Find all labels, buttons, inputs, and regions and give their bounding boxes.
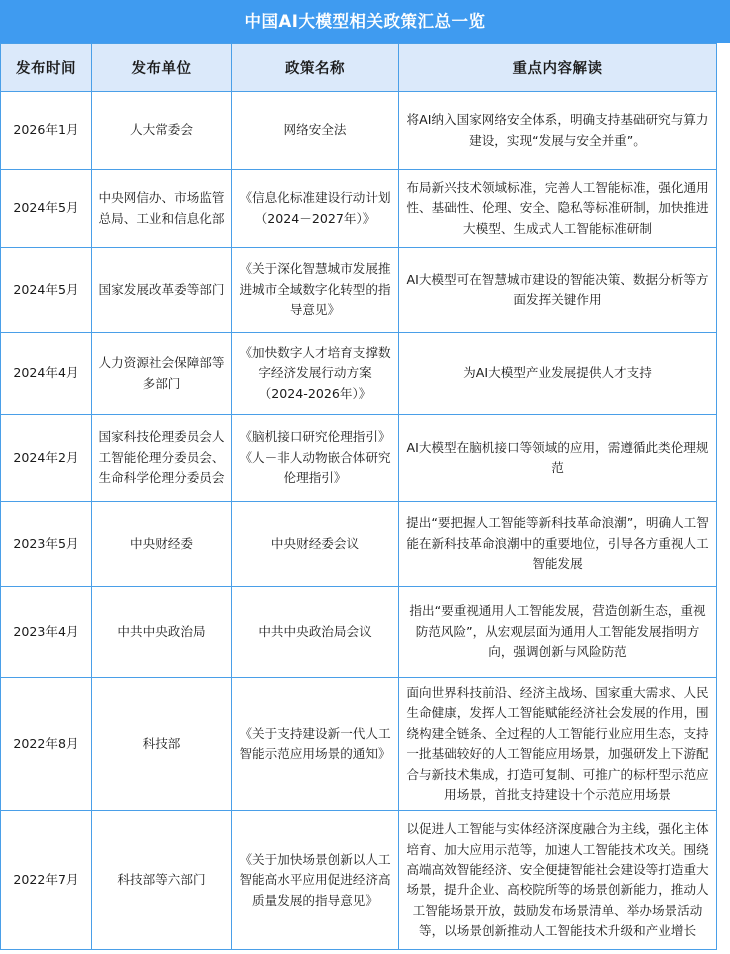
column-header-date: 发布时间 <box>1 44 92 92</box>
cell-desc: 指出“要重视通用人工智能发展，营造创新生态，重视防范风险”，从宏观层面为通用人工智能发展指明方向，强调创新与风险防范 <box>399 587 717 678</box>
cell-desc: 布局新兴技术领域标准，完善人工智能标准，强化通用性、基础性、伦理、安全、隐私等标准研制，加快推进大模型、生成式人工智能标准研制 <box>399 170 717 248</box>
table-header <box>1 44 717 92</box>
cell-desc: AI大模型在脑机接口等领域的应用，需遵循此类伦理规范 <box>399 415 717 502</box>
table-row <box>1 678 717 811</box>
cell-name: 中共中央政治局会议 <box>232 587 399 678</box>
cell-org: 科技部等六部门 <box>92 811 232 950</box>
cell-date: 2026年1月 <box>1 92 92 170</box>
cell-date: 2022年8月 <box>1 678 92 811</box>
cell-name: 《关于支持建设新一代人工智能示范应用场景的通知》 <box>232 678 399 811</box>
cell-desc: 将AI纳入国家网络安全体系，明确支持基础研究与算力建设，实现“发展与安全并重”。 <box>399 92 717 170</box>
cell-name: 《加快数字人才培育支撑数字经济发展行动方案（2024-2026年）》 <box>232 333 399 415</box>
table-row <box>1 170 717 248</box>
cell-date: 2023年5月 <box>1 502 92 587</box>
cell-org: 国家科技伦理委员会人工智能伦理分委员会、生命科学伦理分委员会 <box>92 415 232 502</box>
cell-desc: 提出“要把握人工智能等新科技革命浪潮”，明确人工智能在新科技革命浪潮中的重要地位，引导各方重视人工智能发展 <box>399 502 717 587</box>
cell-org: 科技部 <box>92 678 232 811</box>
cell-org: 人力资源社会保障部等多部门 <box>92 333 232 415</box>
column-header-org: 发布单位 <box>92 44 232 92</box>
cell-name: 《关于加快场景创新以人工智能高水平应用促进经济高质量发展的指导意见》 <box>232 811 399 950</box>
cell-name: 《脑机接口研究伦理指引》《人－非人动物嵌合体研究伦理指引》 <box>232 415 399 502</box>
table-row <box>1 811 717 950</box>
table-header-row <box>1 44 717 92</box>
cell-date: 2024年5月 <box>1 248 92 333</box>
cell-date: 2022年7月 <box>1 811 92 950</box>
table-row <box>1 248 717 333</box>
page-title: 中国AI大模型相关政策汇总一览 <box>0 0 730 43</box>
table-row <box>1 587 717 678</box>
cell-org: 中央网信办、市场监管总局、工业和信息化部 <box>92 170 232 248</box>
table-row <box>1 415 717 502</box>
cell-desc: AI大模型可在智慧城市建设的智能决策、数据分析等方面发挥关键作用 <box>399 248 717 333</box>
table-row <box>1 333 717 415</box>
cell-date: 2023年4月 <box>1 587 92 678</box>
column-header-name: 政策名称 <box>232 44 399 92</box>
column-header-desc: 重点内容解读 <box>399 44 717 92</box>
cell-date: 2024年2月 <box>1 415 92 502</box>
cell-date: 2024年4月 <box>1 333 92 415</box>
cell-date: 2024年5月 <box>1 170 92 248</box>
cell-name: 《信息化标准建设行动计划（2024－2027年）》 <box>232 170 399 248</box>
cell-org: 中央财经委 <box>92 502 232 587</box>
cell-org: 中共中央政治局 <box>92 587 232 678</box>
cell-desc: 面向世界科技前沿、经济主战场、国家重大需求、人民生命健康，发挥人工智能赋能经济社会发展的作用，围绕构建全链条、全过程的人工智能行业应用生态，支持一批基础较好的人工智能应用场景，加强研发上下游配合与新技术集成，打造可复制、可推广的标杆型示范应用场景，首批支持建设十个示范应用场景 <box>399 678 717 811</box>
cell-desc: 以促进人工智能与实体经济深度融合为主线，强化主体培育、加大应用示范等，加速人工智能技术攻关。围绕高端高效智能经济、安全便捷智能社会建设等打造重大场景，提升企业、高校院所等的场景创新能力，推动人工智能场景开放，鼓励发布场景清单、举办场景活动等，以场景创新推动人工智能技术升级和产业增长 <box>399 811 717 950</box>
cell-org: 国家发展改革委等部门 <box>92 248 232 333</box>
cell-desc: 为AI大模型产业发展提供人才支持 <box>399 333 717 415</box>
cell-name: 中央财经委会议 <box>232 502 399 587</box>
cell-name: 《关于深化智慧城市发展推进城市全域数字化转型的指导意见》 <box>232 248 399 333</box>
cell-org: 人大常委会 <box>92 92 232 170</box>
table-body <box>1 92 717 950</box>
cell-name: 网络安全法 <box>232 92 399 170</box>
table-row <box>1 502 717 587</box>
policy-table <box>0 43 717 950</box>
table-row <box>1 92 717 170</box>
